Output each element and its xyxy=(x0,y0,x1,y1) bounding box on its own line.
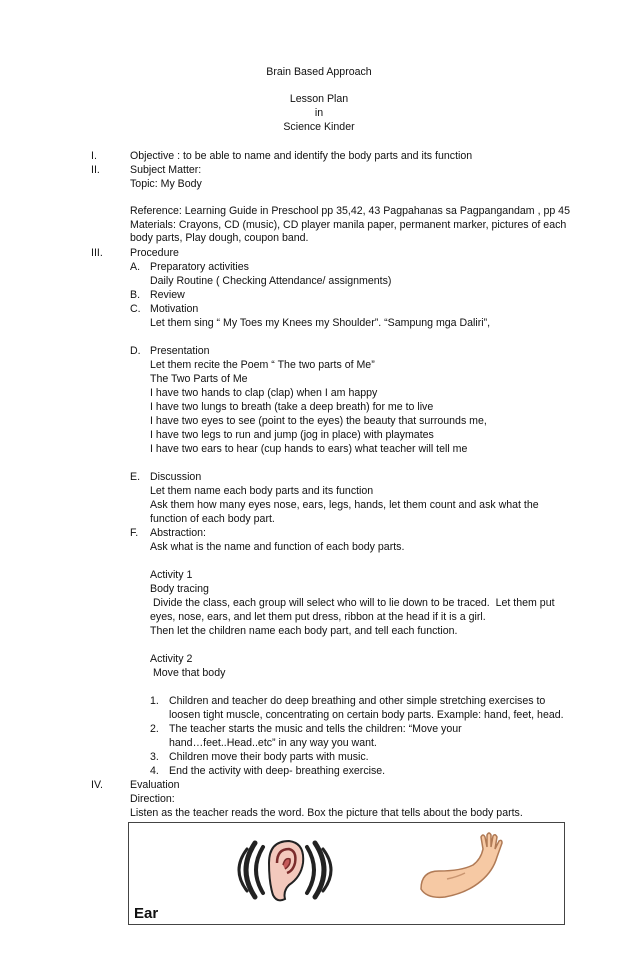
evaluation-instruction: Listen as the teacher reads the word. Box the picture that tells about the body parts. xyxy=(130,807,523,819)
preparatory-activities: Preparatory activities xyxy=(150,261,249,273)
poem-line: I have two ears to hear (cup hands to ears) what teacher will tell me xyxy=(150,443,468,455)
subject-matter-heading: Subject Matter: xyxy=(130,164,202,176)
activity-2-title: Activity 2 xyxy=(150,653,193,665)
answer-word: Ear xyxy=(134,905,159,922)
lesson-plan-subject: Science Kinder xyxy=(283,121,355,133)
step-number: 3. xyxy=(150,751,159,763)
reference: Reference: Learning Guide in Preschool pp 35,42, 43 Pagpahanas sa Pagpangandam , pp 45 xyxy=(130,205,570,217)
item-f-letter: F. xyxy=(130,527,139,539)
review: Review xyxy=(150,289,185,301)
abstraction-line: Ask what is the name and function of each body parts. xyxy=(150,541,405,553)
motivation-song: Let them sing “ My Toes my Knees my Shoulder”. “Sampung mga Daliri”, xyxy=(150,317,491,329)
activity-1-line: Then let the children name each body part, and tell each function. xyxy=(150,625,458,637)
step-line: Children and teacher do deep breathing and other simple stretching exercises to xyxy=(169,695,546,707)
abstraction: Abstraction: xyxy=(150,527,206,539)
activity-2-subtitle: Move that body xyxy=(150,667,226,679)
discussion: Discussion xyxy=(150,471,202,483)
approach-title: Brain Based Approach xyxy=(266,66,372,78)
materials: Materials: Crayons, CD (music), CD player manila paper, permanent marker, pictures of each body parts, Play dough, coupon band. xyxy=(130,219,567,244)
poem-line: I have two eyes to see (point to the eyes) the beauty that surrounds me, xyxy=(150,415,487,427)
discussion-line: Ask them how many eyes nose, ears, legs, hands, let them count and ask what the xyxy=(150,499,539,511)
step-number: 4. xyxy=(150,765,159,777)
direction-label: Direction: xyxy=(130,793,175,805)
poem-line: I have two hands to clap (clap) when I am happy xyxy=(150,387,378,399)
activity-1-subtitle: Body tracing xyxy=(150,583,209,595)
arm-picture[interactable] xyxy=(417,831,517,901)
daily-routine: Daily Routine ( Checking Attendance/ assignments) xyxy=(150,275,392,287)
item-a-letter: A. xyxy=(130,261,141,273)
step-line: Children move their body parts with music. xyxy=(169,751,369,763)
step-line: loosen tight muscle, concentrating on certain body parts. Example: hand, feet, head. xyxy=(169,709,564,721)
activity-1-title: Activity 1 xyxy=(150,569,193,581)
activity-1-line: eyes, nose, ears, and let them put dress, ribbon at the head if it is a girl. xyxy=(150,611,486,623)
step-number: 1. xyxy=(150,695,159,707)
poem-line: The Two Parts of Me xyxy=(150,373,248,385)
step-line: The teacher starts the music and tells the children: “Move your xyxy=(169,723,462,735)
item-e-letter: E. xyxy=(130,471,141,483)
motivation: Motivation xyxy=(150,303,199,315)
numeral-i: I. xyxy=(91,150,97,162)
lesson-plan-title: Lesson Plan xyxy=(289,93,349,105)
item-c-letter: C. xyxy=(130,303,141,315)
topic: Topic: My Body xyxy=(130,178,202,190)
poem-line: I have two lungs to breath (take a deep breath) for me to live xyxy=(150,401,434,413)
discussion-line: function of each body part. xyxy=(150,513,275,525)
presentation: Presentation xyxy=(150,345,210,357)
lesson-plan-in: in xyxy=(314,107,324,119)
step-line: hand…feet..Head..etc” in any way you want. xyxy=(169,737,377,749)
evaluation-box xyxy=(128,822,565,925)
numeral-iv: IV. xyxy=(91,779,103,791)
ear-picture[interactable] xyxy=(233,833,337,907)
numeral-ii: II. xyxy=(91,164,100,176)
item-d-letter: D. xyxy=(130,345,141,357)
objective: Objective : to be able to name and identify the body parts and its function xyxy=(130,150,473,162)
discussion-line: Let them name each body parts and its function xyxy=(150,485,374,497)
activity-1-line: Divide the class, each group will select who will to lie down to be traced. Let them put xyxy=(150,597,555,609)
evaluation-heading: Evaluation xyxy=(130,779,180,791)
numeral-iii: III. xyxy=(91,247,103,259)
procedure-heading: Procedure xyxy=(130,247,179,259)
step-number: 2. xyxy=(150,723,159,735)
item-b-letter: B. xyxy=(130,289,141,301)
poem-line: I have two legs to run and jump (jog in place) with playmates xyxy=(150,429,434,441)
step-line: End the activity with deep- breathing exercise. xyxy=(169,765,386,777)
poem-line: Let them recite the Poem “ The two parts of Me” xyxy=(150,359,375,371)
